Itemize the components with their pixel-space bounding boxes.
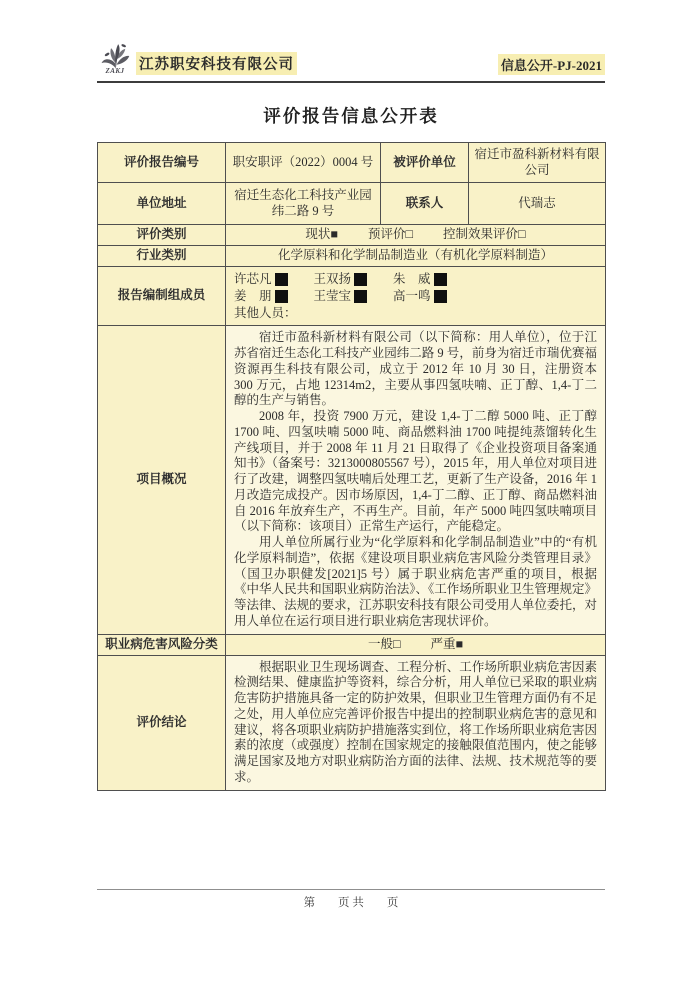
table-row [98, 183, 606, 225]
document-footer [97, 889, 605, 910]
redaction-block [354, 290, 367, 303]
label-evaluated-unit: 被评价单位 [381, 143, 469, 183]
label-risk-class: 职业病危害风险分类 [98, 634, 226, 655]
page-title: 评价报告信息公开表 [263, 106, 439, 126]
team-member [234, 272, 288, 288]
member-name: 王莹宝 [313, 288, 352, 303]
footer-rule [97, 889, 605, 890]
checkbox-option-general: 一般□ [367, 636, 401, 651]
label-overview: 项目概况 [98, 326, 226, 634]
doc-code: 信息公开-PJ-2021 [498, 54, 605, 75]
label-eval-type: 评价类别 [98, 225, 226, 246]
logo-text: ZAKJ [105, 67, 125, 75]
value-industry: 化学原料和化学制品制造业（有机化学原料制造） [226, 246, 606, 267]
document-header [97, 33, 605, 75]
table-row [98, 326, 606, 634]
label-team: 报告编制组成员 [98, 267, 226, 326]
member-name: 许芯凡 [234, 272, 272, 286]
header-rule [97, 81, 605, 83]
checkbox-option-current-status: 现状■ [305, 227, 338, 242]
page-number: 第 页 共 页 [303, 896, 399, 909]
redaction-block [275, 273, 288, 286]
redaction-block [354, 273, 367, 286]
checkbox-option-pre-evaluation: 预评价□ [367, 227, 414, 242]
table-row [98, 634, 606, 655]
label-report-no: 评价报告编号 [98, 143, 226, 183]
label-conclusion: 评价结论 [98, 655, 226, 790]
checkbox-option-control-effect: 控制效果评价□ [443, 227, 526, 242]
table-row [98, 267, 606, 326]
value-overview [226, 326, 606, 634]
label-contact: 联系人 [381, 183, 469, 225]
member-name: 朱 威 [393, 272, 431, 286]
table-row [98, 246, 606, 267]
value-evaluated-unit: 宿迁市盈科新材料有限公司 [469, 143, 606, 183]
table-row [98, 143, 606, 183]
value-address: 宿迁生态化工科技产业园 纬二路 9 号 [226, 183, 381, 225]
table-row [98, 655, 606, 790]
overview-paragraph: 宿迁市盈科新材料有限公司（以下简称：用人单位），位于江苏省宿迁生态化工科技产业园纬二路 9 号，前身为宿迁市瑞优赛福资源再生科技有限公司，成立于 2012 年 10 月 30 日，注册资本 300 万元，占地 12314m2，主要从事四氢呋喃、正丁醇、1,4-丁二醇的生产与销售。 [234, 330, 597, 408]
value-report-no: 职安职评（2022）0004 号 [226, 143, 381, 183]
member-name: 高一鸣 [393, 288, 431, 303]
value-team [226, 267, 606, 326]
company-name: 江苏职安科技有限公司 [136, 52, 297, 75]
member-name: 王双扬 [313, 272, 352, 286]
conclusion-paragraph: 根据职业卫生现场调查、工程分析、工作场所职业病危害因素检测结果、健康监护等资料，综合分析，用人单位已采取的职业病危害防护措施具备一定的防护效果，但职业卫生管理方面仍有不足之处，用人单位应完善评价报告中提出的控制职业病危害的意见和建议，将各项职业病防护措施落实到位，将工作场所职业病危害因素的浓度（或强度）控制在国家规定的接触限值范围内，使之能够满足国家及地方对职业病防治方面的法律、法规、技术规范等的要求。 [234, 659, 597, 784]
value-contact: 代瑞志 [469, 183, 606, 225]
team-member [314, 272, 368, 288]
label-industry: 行业类别 [98, 246, 226, 267]
overview-paragraph: 用人单位所属行业为“化学原料和化学制品制造业”中的“有机化学原料制造”，依据《建设项目职业病危害风险分类管理目录》（国卫办职健发[2021]5 号）属于职业病危害严重的项目，根据《中华人民共和国职业病防治法》、《工作场所职业卫生管理规定》等法律、法规的要求，江苏职安科技有限公司受用人单位委托，对用人单位在运行项目进行职业病危害现状评价。 [234, 535, 597, 628]
team-member [314, 289, 368, 305]
label-address: 单位地址 [98, 183, 226, 225]
info-table [97, 142, 606, 791]
value-eval-type [226, 225, 606, 246]
redaction-block [434, 273, 447, 286]
other-personnel-label: 其他人员： [234, 305, 297, 320]
checkbox-option-severe: 严重■ [430, 636, 464, 651]
redaction-block [434, 290, 447, 303]
team-member [393, 272, 447, 288]
value-conclusion [226, 655, 606, 790]
team-member [393, 289, 447, 305]
redaction-block [275, 290, 288, 303]
company-logo [97, 41, 133, 75]
overview-paragraph: 2008 年，投资 7900 万元，建设 1,4-丁二醇 5000 吨、正丁醇 1700 吨、四氢呋喃 5000 吨、商品燃料油 1700 吨提纯蒸馏转化生产线项目，并于 2008 年 11 月 21 日取得了《企业投资项目备案通知书》（备案号：3213000805567 号），2015 年，用人单位对项目进行了改建，调整四氢呋喃后处理工艺，更新了生产设备，2016 年 1 月改造完成投产。因市场原因，1,4-丁二醇、正丁醇、商品燃料油自 2016 年放弃生产，不再生产。目前，年产 5000 吨四氢呋喃项目（以下简称：该项目）正常生产运行，产能稳定。 [234, 409, 597, 534]
table-row [98, 225, 606, 246]
member-name: 姜 朋 [234, 288, 272, 303]
team-member [234, 289, 288, 305]
value-risk-class [226, 634, 606, 655]
